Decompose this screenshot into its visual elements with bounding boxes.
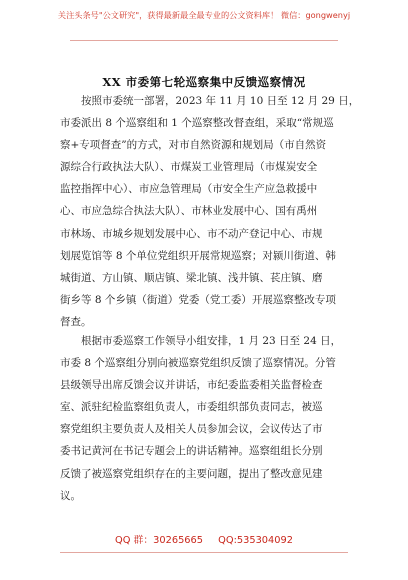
- text-line: 察+专项督查”的方式，对市自然资源和规划局（市自然资: [60, 139, 327, 152]
- paragraph-2: [60, 330, 348, 507]
- footer-divider: [60, 552, 348, 553]
- paragraph-1: [60, 90, 360, 333]
- text-line: 划展览馆等 8 个单位党组织开展常规巡察；对颍川街道、韩: [60, 249, 336, 262]
- text-line: 街乡等 8 个乡镇（街道）党委（党工委）开展巡察整改专项: [60, 293, 336, 306]
- text-line: 反馈了被巡察党组织存在的主要问题，提出了整改意见建: [60, 467, 323, 480]
- text-line: 委书记黄河在书记专题会上的讲话精神。巡察组组长分别: [60, 445, 323, 458]
- text-line: 市林场、市城乡规划发展中心、市不动产登记中心、市规: [60, 227, 323, 240]
- header-divider: [70, 40, 338, 41]
- footer-contact: [0, 532, 408, 546]
- text-line: 督查。: [60, 315, 92, 328]
- document-title: XX 市委第七轮巡察集中反馈巡察情况: [102, 75, 306, 89]
- promo-header: [0, 0, 408, 44]
- text-line: 按照市委统一部署，2023 年 11 月 10 日至 12 月 29 日，: [81, 95, 360, 107]
- text-line: 城街道、方山镇、顺店镇、梁北镇、浅井镇、苌庄镇、磨: [60, 271, 323, 284]
- text-line: 县级领导出席反馈会议并讲话，市纪委监委相关监督检查: [60, 379, 323, 392]
- qq-group: QQ 群：30265665: [115, 535, 204, 546]
- text-line: 根据市委巡察工作领导小组安排，1 月 23 日至 24 日，: [81, 335, 342, 347]
- text-line: 心、市应急综合执法大队）、市林业发展中心、国有禹州: [60, 205, 318, 218]
- text-line: 议。: [60, 489, 81, 502]
- text-line: 察党组织主要负责人及相关人员参加会议，会议传达了市: [60, 423, 323, 436]
- qq-number: QQ:535304092: [218, 535, 293, 546]
- text-line: 室、派驻纪检监察组负责人，市委组织部负责同志，被巡: [60, 401, 323, 414]
- text-line: 市委派出 8 个巡察组和 1 个巡察整改督查组，采取“常规巡: [60, 117, 334, 130]
- text-line: 市委 8 个巡察组分别向被巡察党组织反馈了巡察情况。分管: [60, 357, 336, 370]
- promo-text: 关注头条号"公文研究"，获得最新最全最专业的公文资料库！ 微信：gongwenyj: [57, 10, 351, 20]
- text-line: 监控指挥中心）、市应急管理局（市安全生产应急救援中: [60, 183, 318, 196]
- text-line: 源综合行政执法大队）、市煤炭工业管理局（市煤炭安全: [60, 161, 318, 174]
